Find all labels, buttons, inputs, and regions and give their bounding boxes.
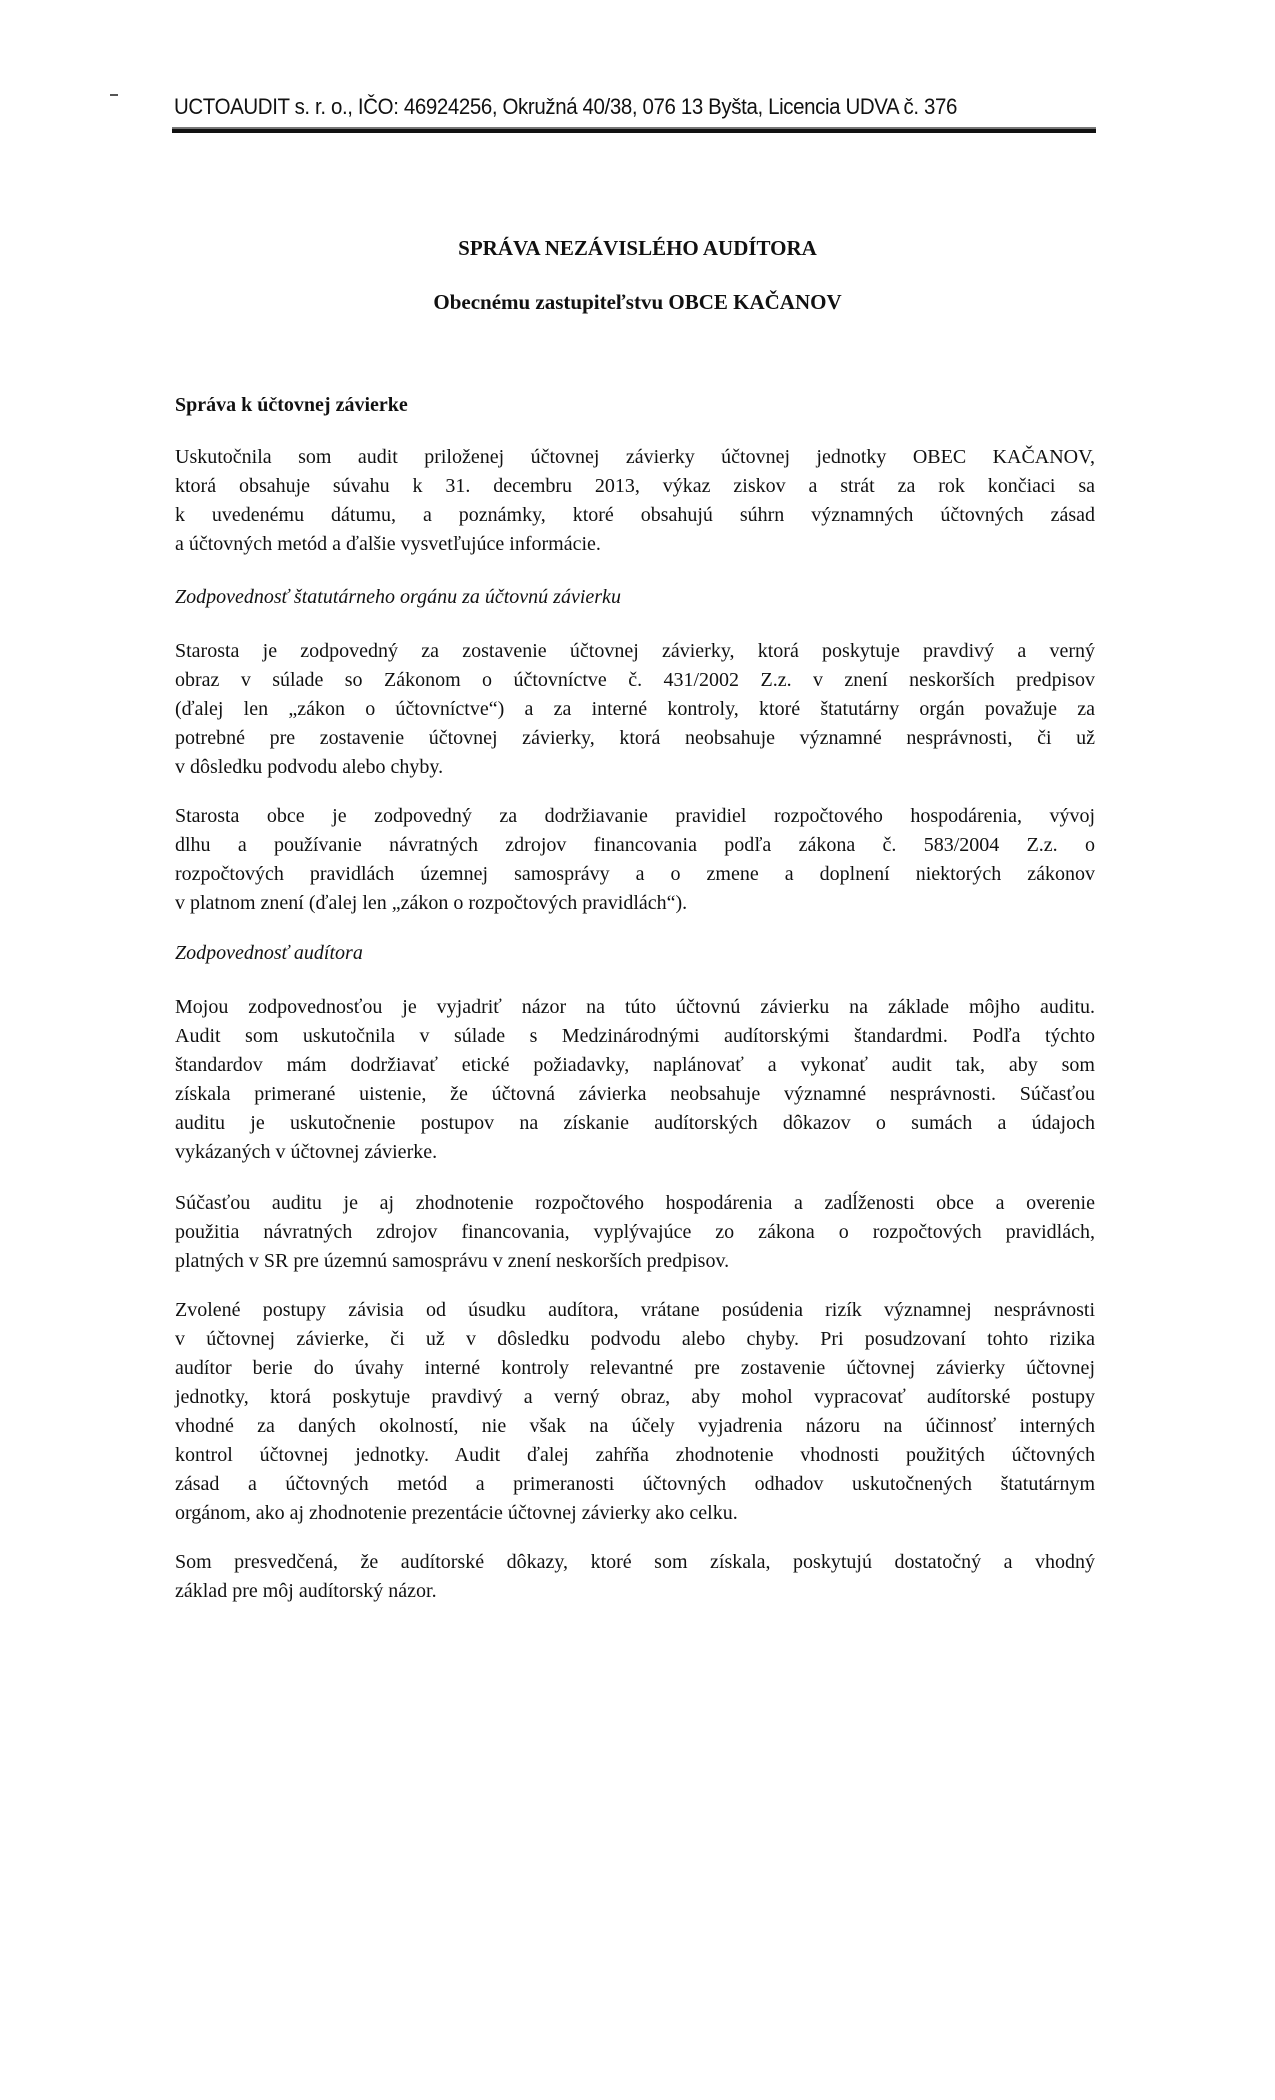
paragraph: [175, 802, 1095, 918]
text-line: Starosta je zodpovedný za zostavenie účtovnej závierky, ktorá poskytuje pravdivý a verný: [175, 640, 1095, 662]
text-line: k uvedenému dátumu, a poznámky, ktoré obsahujú súhrn významných účtovných zásad: [175, 504, 1095, 526]
scan-mark: [110, 94, 118, 96]
text-line: dlhu a používanie návratných zdrojov financovania podľa zákona č. 583/2004 Z.z. o: [175, 834, 1095, 856]
text-line: získala primerané uistenie, že účtovná závierka neobsahuje významné nesprávnosti. Súčasťou: [175, 1083, 1095, 1105]
report-addressee: Obecnému zastupiteľstvu OBCE KAČANOV: [433, 290, 842, 314]
text-line: v účtovnej závierke, či už v dôsledku podvodu alebo chyby. Pri posudzovaní tohto rizika: [175, 1328, 1095, 1350]
text-line: kontrol účtovnej jednotky. Audit ďalej zahŕňa zhodnotenie vhodnosti použitých účtovných: [175, 1444, 1095, 1466]
text-line: zásad a účtovných metód a primeranosti účtovných odhadov uskutočnených štatutárnym: [175, 1473, 1095, 1495]
text-line: vhodné za daných okolností, nie však na účely vyjadrenia názoru na účinnosť interných: [175, 1415, 1095, 1437]
text-line: použitia návratných zdrojov financovania, vyplývajúce zo zákona o rozpočtových pravidlách,: [175, 1221, 1095, 1243]
text-line: platných v SR pre územnú samosprávu v znení neskorších predpisov.: [175, 1250, 730, 1272]
text-line: Som presvedčená, že audítorské dôkazy, ktoré som získala, poskytujú dostatočný a vhodný: [175, 1551, 1095, 1573]
text-line: ktorá obsahuje súvahu k 31. decembru 2013, výkaz ziskov a strát za rok končiaci sa: [175, 475, 1095, 497]
section-heading: [175, 391, 1095, 420]
paragraph: [175, 637, 1095, 782]
text-line: rozpočtových pravidlách územnej samosprávy a o zmene a doplnení niektorých zákonov: [175, 863, 1095, 885]
text-line: potrebné pre zostavenie účtovnej závierky, ktorá neobsahuje významné nesprávnosti, či už: [175, 727, 1095, 749]
text-line: Správa k účtovnej závierke: [175, 394, 408, 416]
text-line: Zvolené postupy závisia od úsudku audítora, vrátane posúdenia rizík významnej nesprávnosti: [175, 1299, 1095, 1321]
text-line: Audit som uskutočnila v súlade s Medzinárodnými audítorskými štandardmi. Podľa týchto: [175, 1025, 1095, 1047]
report-title: SPRÁVA NEZÁVISLÉHO AUDÍTORA: [458, 236, 817, 260]
text-line: vykázaných v účtovnej závierke.: [175, 1141, 438, 1163]
text-line: Mojou zodpovednosťou je vyjadriť názor na túto účtovnú závierku na základe môjho auditu.: [175, 996, 1095, 1018]
text-line: jednotky, ktorá poskytuje pravdivý a verný obraz, aby mohol vypracovať audítorské postupy: [175, 1386, 1095, 1408]
text-line: v platnom znení (ďalej len „zákon o rozpočtových pravidlách“).: [175, 892, 688, 914]
text-line: Súčasťou auditu je aj zhodnotenie rozpočtového hospodárenia a zadĺženosti obce a overenie: [175, 1192, 1095, 1214]
text-line: Zodpovednosť štatutárneho orgánu za účtovnú závierku: [175, 586, 621, 608]
text-line: Zodpovednosť audítora: [175, 942, 363, 964]
paragraph: [175, 1548, 1095, 1606]
text-line: základ pre môj audítorský názor.: [175, 1580, 437, 1602]
paragraph: [175, 1296, 1095, 1528]
text-line: (ďalej len „zákon o účtovníctve“) a za interné kontroly, ktoré štatutárny orgán považuje za: [175, 698, 1095, 720]
letterhead-rule: [172, 127, 1096, 133]
text-line: Starosta obce je zodpovedný za dodržiavanie pravidiel rozpočtového hospodárenia, vývoj: [175, 805, 1095, 827]
paragraph: [175, 1189, 1095, 1276]
text-line: Uskutočnila som audit priloženej účtovnej závierky účtovnej jednotky OBEC KAČANOV,: [175, 446, 1095, 468]
text-line: v dôsledku podvodu alebo chyby.: [175, 756, 444, 778]
letterhead: UCTOAUDIT s. r. o., IČO: 46924256, Okružná 40/38, 076 13 Byšta, Licencia UDVA č. 376: [174, 94, 958, 119]
text-line: audítor berie do úvahy interné kontroly relevantné pre zostavenie účtovnej závierky účtovnej: [175, 1357, 1095, 1379]
text-line: orgánom, ako aj zhodnotenie prezentácie účtovnej závierky ako celku.: [175, 1502, 738, 1524]
text-line: auditu je uskutočnenie postupov na získanie audítorských dôkazov o sumách a údajoch: [175, 1112, 1095, 1134]
text-line: štandardov mám dodržiavať etické požiadavky, naplánovať a vykonať audit tak, aby som: [175, 1054, 1095, 1076]
paragraph: [175, 993, 1095, 1167]
text-line: obraz v súlade so Zákonom o účtovníctve č. 431/2002 Z.z. v znení neskorších predpisov: [175, 669, 1095, 691]
subsection-heading: [175, 939, 1095, 968]
text-line: a účtovných metód a ďalšie vysvetľujúce informácie.: [175, 533, 601, 555]
paragraph: [175, 443, 1095, 559]
subsection-heading: [175, 583, 1095, 612]
